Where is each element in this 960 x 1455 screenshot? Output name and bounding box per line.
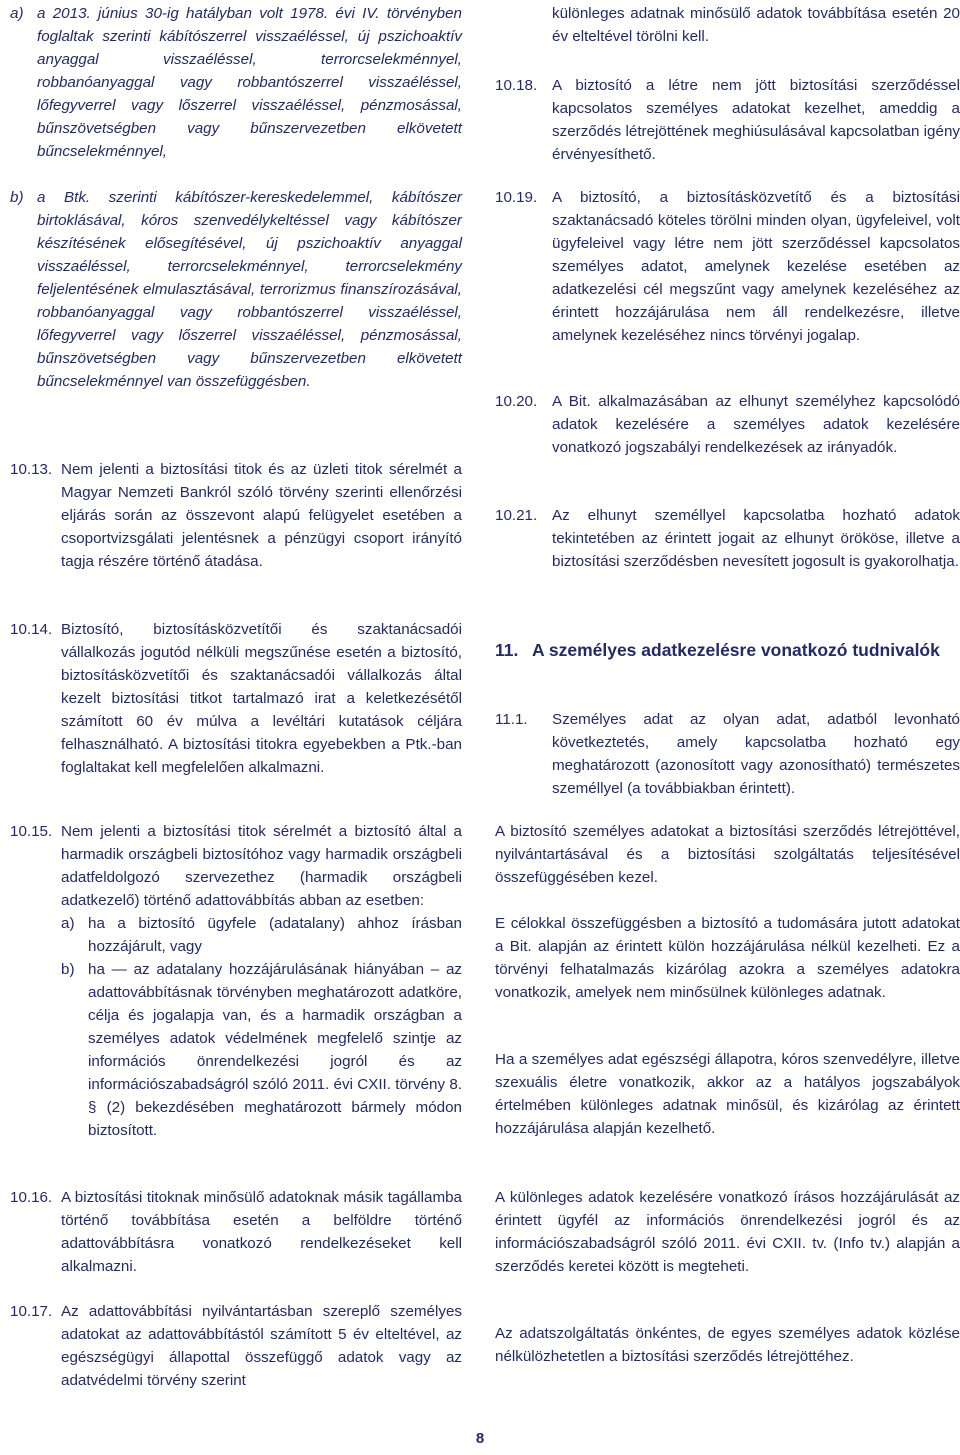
sub-text-a: ha a biztosító ügyfele (adatalany) ahhoz írásban hozzájárult, vagy (88, 915, 462, 955)
heading-text: A személyes adatkezelésre vonatkozó tudnivalók (532, 640, 940, 660)
section-text: A biztosító a létre nem jött biztosítási szerződéssel kapcsolatos személyes adatokat kezelhet, ameddig a szerződés létrejöttének meghiúsulásával kapcsolatban igény érvényesíthető. (552, 77, 960, 163)
sub-item-b (61, 958, 462, 1142)
section-text: Az adattovábbítási nyilvántartásban szereplő személyes adatokat az adattovábbítástól számított 5 év elteltével, az egészségügyi állapottal összefüggő adatok vagy az adatvédelmi törvény szerint (61, 1303, 462, 1389)
section-10-17 (10, 1300, 462, 1392)
section-text: A biztosítási titoknak minősülő adatoknak másik tagállamba történő továbbítása esetén a belföldre történő adattovábbításra vonatkozó rendelkezéseket kell alkalmazni. (61, 1189, 462, 1275)
paragraph-2: E célokkal összefüggésben a biztosító a tudomására jutott adatokat a Bit. alapján az érintett külön hozzájárulása nélkül kezelheti. Ez a törvényi felhatalmazás kizárólag azokra a személyes adatokra vonatkozik, amelyek nem minősülnek különleges adatnak. (495, 915, 960, 1001)
section-text: Az elhunyt személlyel kapcsolatba hozható adatok tekintetében az érintett jogait az elhunyt örököse, illetve a biztosítási szerződésben nevesített jogosult is gyakorolhatja. (552, 507, 960, 570)
section-10-16 (10, 1186, 462, 1278)
list-label-a: a) (10, 5, 24, 22)
paragraph-3: Ha a személyes adat egészségi állapotra, kóros szenvedélyre, illetve szexuális életre vonatkozik, akkor az a hatályos jogszabályok értelmében különleges adatnak minősül, és kizárólag az érintett hozzájárulása alapján kezelhető. (495, 1051, 960, 1137)
section-10-20 (495, 390, 960, 459)
paragraph-4: A különleges adatok kezelésére vonatkozó írásos hozzájárulását az érintett ügyfél az információs önrendelkezési jogról és az információszabadságról szóló 2011. évi CXII. tv. (Info tv.) alapján a szerződés keretei között is megteheti. (495, 1189, 960, 1275)
section-11-1 (495, 708, 960, 800)
heading-number: 11. (495, 640, 519, 660)
section-number: 10.17. (10, 1303, 53, 1320)
list-item-a (10, 2, 462, 163)
sub-label-a: a) (61, 915, 75, 932)
list-text-a: a 2013. június 30-ig hatályban volt 1978. évi IV. törvényben foglaltak szerinti kábítószerrel visszaéléssel, új pszichoaktív anyaggal visszaéléssel, terrorcselekménnyel, robbanóanyaggal vagy robbantószerrel visszaéléssel, lőfegyverrel vagy lőszerrel visszaéléssel, pénzmosással, bűnszövetségben vagy bűnszervezetben elkövetett bűncselekménnyel, (37, 5, 462, 160)
section-text: Személyes adat az olyan adat, adatból levonható következtetés, amely kapcsolatba hozható egy meghatározott (azonosított vagy azonosítható) természetes személlyel (a továbbiakban érintett). (552, 711, 960, 797)
section-number: 10.18. (495, 77, 538, 94)
list-label-b: b) (10, 189, 24, 206)
section-10-19 (495, 186, 960, 347)
paragraph-1: A biztosító személyes adatokat a biztosítási szerződés létrejöttével, nyilvántartásával és a biztosítási szolgáltatás teljesítésével összefüggésében kezel. (495, 823, 960, 886)
section-10-18 (495, 74, 960, 166)
section-text: A Bit. alkalmazásában az elhunyt személyhez kapcsolódó adatok kezelésére a személyes adatok kezelésére vonatkozó jogszabályi rendelkezések az irányadók. (552, 393, 960, 456)
section-number: 10.15. (10, 823, 53, 840)
section-10-14 (10, 618, 462, 779)
section-number: 10.21. (495, 507, 538, 524)
list-item-b (10, 186, 462, 393)
section-text: Nem jelenti a biztosítási titok és az üzleti titok sérelmét a Magyar Nemzeti Bankról szóló törvény szerinti ellenőrzési eljárás során az összevont alapú felügyelet esetében a csoportvizsgálati jelentésnek a pénzügyi csoport irányító tagja részére történő átadása. (61, 461, 462, 570)
section-text: A biztosító, a biztosításközvetítő és a biztosítási szaktanácsadó köteles törölni minden olyan, ügyfeleivel, volt ügyfeleivel vagy létre nem jött szerződéssel kapcsolatos személyes adatot, amelynek kezelése esetében az adatkezelési cél megszűnt vagy amelynek kezeléséhez az érintett hozzájárulása nem áll rendelkezésre, illetve amelynek kezeléséhez nincs törvényi jogalap. (552, 189, 960, 344)
sub-item-a (61, 912, 462, 958)
section-number: 10.13. (10, 461, 53, 478)
section-10-15 (10, 820, 462, 1142)
section-heading-11 (495, 638, 960, 662)
section-text: Biztosító, biztosításközvetítői és szaktanácsadói vállalkozás jogutód nélküli megszűnése esetén a biztosító, biztosításközvetítői és szaktanácsadói vállalkozás által kezelt biztosítási titkot tartalmazó irat a keletkezésétől számított 60 év múlva a levéltári kutatások céljára felhasználható. A biztosítási titokra egyebekben a Ptk.-ban foglaltakat kell megfelelően alkalmazni. (61, 621, 462, 776)
paragraph-5: Az adatszolgáltatás önkéntes, de egyes személyes adatok közlése nélkülözhetetlen a biztosítási szerződés létrejöttéhez. (495, 1325, 960, 1365)
section-number: 10.19. (495, 189, 538, 206)
sub-text-b: ha — az adatalany hozzájárulásának hiányában – az adattovábbításnak törvényben meghatározott adatköre, célja és jogalapja van, és a harmadik országban a személyes adatok védelmének megfelelő szintje az információs önrendelkezési jogról és az információszabadságról szóló 2011. évi CXII. törvény 8. § (2) bekezdésében meghatározott bármely módon biztosított. (88, 961, 462, 1139)
continuation-text: különleges adatnak minősülő adatok továbbítása esetén 20 év elteltével törölni kell. (552, 5, 960, 45)
section-number: 10.20. (495, 393, 538, 410)
list-text-b: a Btk. szerinti kábítószer-kereskedelemmel, kábítószer birtoklásával, kóros szenvedélykeltéssel vagy kábítószer készítésének elősegítésével, új pszichoaktív anyaggal visszaéléssel, terrorcselekménnyel, terrorcselekmény feljelentésének elmulasztásával, terrorizmus finanszírozásával, robbanóanyaggal vagy robbantószerrel visszaéléssel, lőfegyverrel vagy lőszerrel visszaéléssel, pénzmosással, bűnszövetségben vagy bűnszervezetben elkövetett bűncselekménnyel van összefüggésben. (37, 189, 462, 390)
section-number: 11.1. (495, 711, 528, 728)
section-10-21 (495, 504, 960, 573)
section-number: 10.14. (10, 621, 53, 638)
page-number: 8 (475, 1430, 485, 1447)
section-10-13 (10, 458, 462, 573)
sub-label-b: b) (61, 961, 75, 978)
section-text: Nem jelenti a biztosítási titok sérelmét a biztosító által a harmadik országbeli biztosítóhoz vagy harmadik országbeli adatfeldolgozó szervezethez (harmadik országbeli adatkezelő) történő adattovábbítás abban az esetben: (61, 823, 462, 909)
section-number: 10.16. (10, 1189, 53, 1206)
